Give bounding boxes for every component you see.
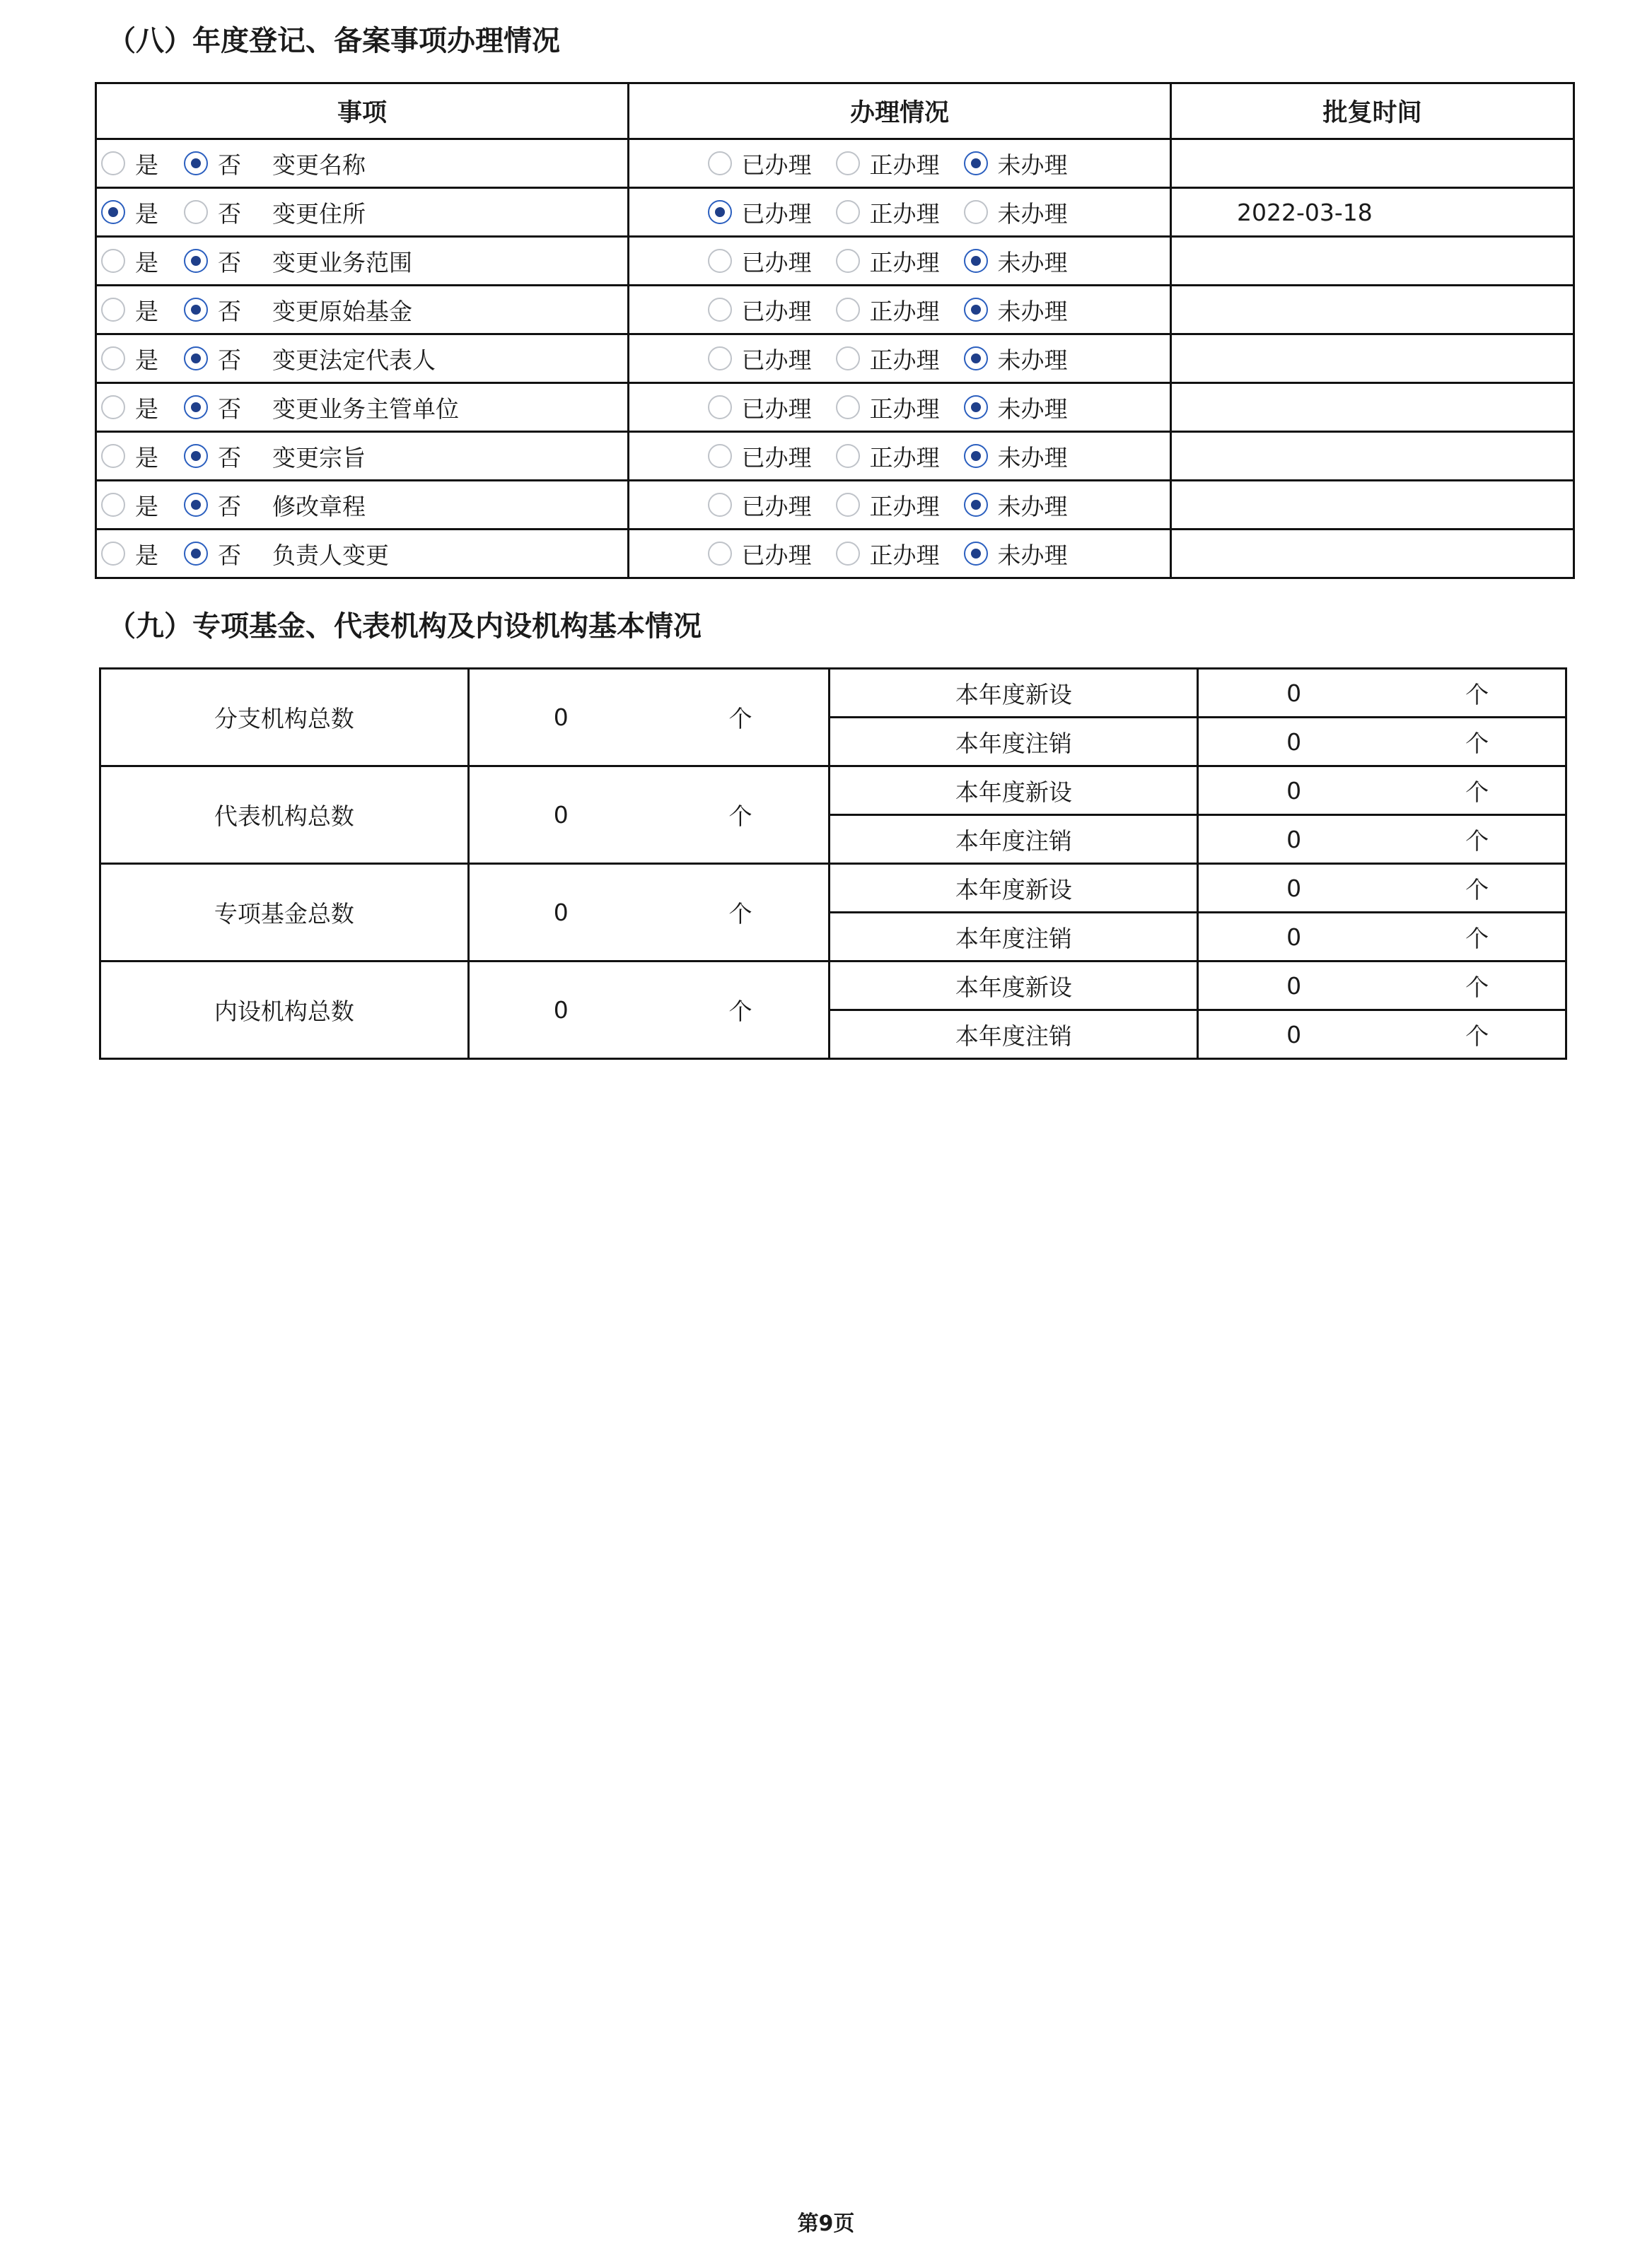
status-label: 未办理 <box>997 199 1068 228</box>
item-cell <box>96 237 629 286</box>
yes-label: 是 <box>135 151 158 179</box>
registration-row <box>96 334 1574 383</box>
approval-time <box>1171 530 1574 578</box>
yes-radio[interactable] <box>101 249 125 273</box>
new-value: 0 <box>1198 864 1389 913</box>
institution-name: 内设机构总数 <box>100 961 469 1059</box>
item-cell <box>96 334 629 383</box>
section9-title: （九）专项基金、代表机构及内设机构基本情况 <box>107 610 702 643</box>
item-choice <box>97 335 627 382</box>
item-name: 负责人变更 <box>272 541 389 569</box>
status-choice <box>629 481 1170 528</box>
cancel-label: 本年度注销 <box>830 718 1198 766</box>
status-choice <box>629 189 1170 235</box>
institution-total: 0 <box>468 766 652 864</box>
status-label: 已办理 <box>741 297 812 325</box>
item-cell <box>96 432 629 481</box>
status-radio[interactable] <box>708 493 732 517</box>
status-radio[interactable] <box>708 151 732 175</box>
status-radio[interactable] <box>708 444 732 468</box>
approval-time <box>1171 139 1574 188</box>
item-cell <box>96 530 629 578</box>
item-name: 变更业务范围 <box>272 248 412 276</box>
approval-time <box>1171 334 1574 383</box>
approval-time <box>1171 383 1574 432</box>
status-radio[interactable] <box>836 542 860 566</box>
cancel-unit: 个 <box>1389 815 1566 864</box>
status-label: 已办理 <box>741 394 812 423</box>
approval-time <box>1171 286 1574 334</box>
status-radio[interactable] <box>964 395 988 419</box>
item-cell <box>96 286 629 334</box>
yes-radio[interactable] <box>101 200 125 224</box>
institution-unit: 个 <box>653 669 830 766</box>
status-radio[interactable] <box>836 493 860 517</box>
no-label: 否 <box>218 443 241 472</box>
yes-label: 是 <box>135 346 158 374</box>
new-unit: 个 <box>1389 766 1566 815</box>
institution-row <box>100 961 1566 1010</box>
status-radio[interactable] <box>964 493 988 517</box>
header-status: 办理情况 <box>629 83 1171 139</box>
status-label: 未办理 <box>997 541 1068 569</box>
item-name: 修改章程 <box>272 492 366 520</box>
item-choice <box>97 189 627 235</box>
status-label: 正办理 <box>869 297 940 325</box>
status-label: 正办理 <box>869 248 940 276</box>
status-label: 正办理 <box>869 151 940 179</box>
no-radio[interactable] <box>184 493 208 517</box>
item-name: 变更业务主管单位 <box>272 394 459 423</box>
institution-unit: 个 <box>653 864 830 961</box>
status-cell <box>629 237 1171 286</box>
status-radio[interactable] <box>708 298 732 322</box>
no-label: 否 <box>218 541 241 569</box>
registration-table <box>95 82 1575 579</box>
yes-radio[interactable] <box>101 395 125 419</box>
registration-row <box>96 481 1574 530</box>
status-radio[interactable] <box>964 200 988 224</box>
status-label: 正办理 <box>869 199 940 228</box>
status-radio[interactable] <box>836 444 860 468</box>
no-radio[interactable] <box>184 395 208 419</box>
status-cell <box>629 286 1171 334</box>
yes-radio[interactable] <box>101 444 125 468</box>
item-name: 变更宗旨 <box>272 443 366 472</box>
yes-label: 是 <box>135 297 158 325</box>
status-label: 未办理 <box>997 394 1068 423</box>
status-label: 正办理 <box>869 492 940 520</box>
item-name: 变更名称 <box>272 151 366 179</box>
no-radio[interactable] <box>184 151 208 175</box>
status-label: 未办理 <box>997 346 1068 374</box>
status-radio[interactable] <box>964 444 988 468</box>
status-radio[interactable] <box>964 298 988 322</box>
cancel-unit: 个 <box>1389 718 1566 766</box>
header-approval-time: 批复时间 <box>1171 83 1574 139</box>
status-label: 正办理 <box>869 394 940 423</box>
cancel-unit: 个 <box>1389 913 1566 961</box>
item-name: 变更住所 <box>272 199 366 228</box>
item-cell <box>96 383 629 432</box>
no-label: 否 <box>218 297 241 325</box>
new-unit: 个 <box>1389 669 1566 718</box>
item-cell <box>96 481 629 530</box>
item-name: 变更原始基金 <box>272 297 412 325</box>
no-label: 否 <box>218 346 241 374</box>
status-choice <box>629 384 1170 431</box>
institution-unit: 个 <box>653 766 830 864</box>
institution-row <box>100 766 1566 815</box>
cancel-value: 0 <box>1198 1010 1389 1059</box>
yes-label: 是 <box>135 443 158 472</box>
cancel-label: 本年度注销 <box>830 815 1198 864</box>
cancel-label: 本年度注销 <box>830 913 1198 961</box>
status-choice <box>629 238 1170 284</box>
status-label: 未办理 <box>997 151 1068 179</box>
no-label: 否 <box>218 199 241 228</box>
status-choice <box>629 433 1170 479</box>
yes-label: 是 <box>135 199 158 228</box>
approval-time <box>1171 237 1574 286</box>
status-cell <box>629 432 1171 481</box>
status-label: 已办理 <box>741 541 812 569</box>
cancel-value: 0 <box>1198 913 1389 961</box>
status-label: 正办理 <box>869 541 940 569</box>
status-radio[interactable] <box>708 542 732 566</box>
status-radio[interactable] <box>708 395 732 419</box>
registration-row <box>96 432 1574 481</box>
item-choice <box>97 433 627 479</box>
registration-row <box>96 530 1574 578</box>
cancel-value: 0 <box>1198 718 1389 766</box>
item-choice <box>97 286 627 333</box>
institution-total: 0 <box>468 961 652 1059</box>
yes-radio[interactable] <box>101 298 125 322</box>
no-label: 否 <box>218 394 241 423</box>
status-radio[interactable] <box>836 395 860 419</box>
no-radio[interactable] <box>184 346 208 370</box>
status-label: 已办理 <box>741 492 812 520</box>
page-number: 第9页 <box>797 2211 855 2236</box>
approval-time: 2022-03-18 <box>1171 188 1574 237</box>
status-radio[interactable] <box>836 249 860 273</box>
registration-row <box>96 237 1574 286</box>
status-radio[interactable] <box>708 200 732 224</box>
no-label: 否 <box>218 248 241 276</box>
item-choice <box>97 384 627 431</box>
cancel-label: 本年度注销 <box>830 1010 1198 1059</box>
registration-header-row <box>96 83 1574 139</box>
status-radio[interactable] <box>964 542 988 566</box>
status-radio[interactable] <box>964 151 988 175</box>
new-label: 本年度新设 <box>830 766 1198 815</box>
yes-label: 是 <box>135 541 158 569</box>
status-cell <box>629 188 1171 237</box>
no-label: 否 <box>218 492 241 520</box>
status-choice <box>629 530 1170 577</box>
item-choice <box>97 530 627 577</box>
institution-row <box>100 864 1566 913</box>
status-label: 未办理 <box>997 297 1068 325</box>
registration-row <box>96 286 1574 334</box>
status-radio[interactable] <box>836 346 860 370</box>
new-value: 0 <box>1198 961 1389 1010</box>
status-radio[interactable] <box>708 346 732 370</box>
item-choice <box>97 140 627 187</box>
institution-total: 0 <box>468 864 652 961</box>
status-cell <box>629 334 1171 383</box>
item-choice <box>97 481 627 528</box>
status-label: 已办理 <box>741 346 812 374</box>
institution-unit: 个 <box>653 961 830 1059</box>
yes-radio[interactable] <box>101 542 125 566</box>
institution-name: 专项基金总数 <box>100 864 469 961</box>
status-radio[interactable] <box>836 151 860 175</box>
item-cell <box>96 188 629 237</box>
no-radio[interactable] <box>184 542 208 566</box>
registration-row <box>96 383 1574 432</box>
yes-label: 是 <box>135 394 158 423</box>
new-unit: 个 <box>1389 961 1566 1010</box>
status-cell <box>629 139 1171 188</box>
new-label: 本年度新设 <box>830 961 1198 1010</box>
status-choice <box>629 335 1170 382</box>
status-cell <box>629 481 1171 530</box>
new-unit: 个 <box>1389 864 1566 913</box>
registration-row <box>96 139 1574 188</box>
status-radio[interactable] <box>964 249 988 273</box>
institution-row <box>100 669 1566 718</box>
registration-row <box>96 188 1574 237</box>
item-cell <box>96 139 629 188</box>
no-label: 否 <box>218 151 241 179</box>
status-label: 未办理 <box>997 248 1068 276</box>
no-radio[interactable] <box>184 249 208 273</box>
status-radio[interactable] <box>708 249 732 273</box>
no-radio[interactable] <box>184 444 208 468</box>
yes-label: 是 <box>135 248 158 276</box>
no-radio[interactable] <box>184 200 208 224</box>
status-label: 正办理 <box>869 346 940 374</box>
cancel-unit: 个 <box>1389 1010 1566 1059</box>
yes-radio[interactable] <box>101 346 125 370</box>
institutions-table <box>99 667 1567 1060</box>
status-cell <box>629 530 1171 578</box>
status-cell <box>629 383 1171 432</box>
status-choice <box>629 286 1170 333</box>
header-item: 事项 <box>96 83 629 139</box>
new-label: 本年度新设 <box>830 864 1198 913</box>
status-label: 正办理 <box>869 443 940 472</box>
item-name: 变更法定代表人 <box>272 346 436 374</box>
institution-total: 0 <box>468 669 652 766</box>
status-label: 已办理 <box>741 199 812 228</box>
status-radio[interactable] <box>964 346 988 370</box>
status-radio[interactable] <box>836 200 860 224</box>
status-radio[interactable] <box>836 298 860 322</box>
institution-name: 代表机构总数 <box>100 766 469 864</box>
yes-radio[interactable] <box>101 493 125 517</box>
item-choice <box>97 238 627 284</box>
section8-title: （八）年度登记、备案事项办理情况 <box>107 25 560 57</box>
yes-radio[interactable] <box>101 151 125 175</box>
institution-name: 分支机构总数 <box>100 669 469 766</box>
status-choice <box>629 140 1170 187</box>
yes-label: 是 <box>135 492 158 520</box>
status-label: 已办理 <box>741 248 812 276</box>
status-label: 未办理 <box>997 492 1068 520</box>
no-radio[interactable] <box>184 298 208 322</box>
approval-time <box>1171 432 1574 481</box>
new-value: 0 <box>1198 766 1389 815</box>
status-label: 已办理 <box>741 443 812 472</box>
status-label: 未办理 <box>997 443 1068 472</box>
new-label: 本年度新设 <box>830 669 1198 718</box>
cancel-value: 0 <box>1198 815 1389 864</box>
status-label: 已办理 <box>741 151 812 179</box>
approval-time <box>1171 481 1574 530</box>
new-value: 0 <box>1198 669 1389 718</box>
